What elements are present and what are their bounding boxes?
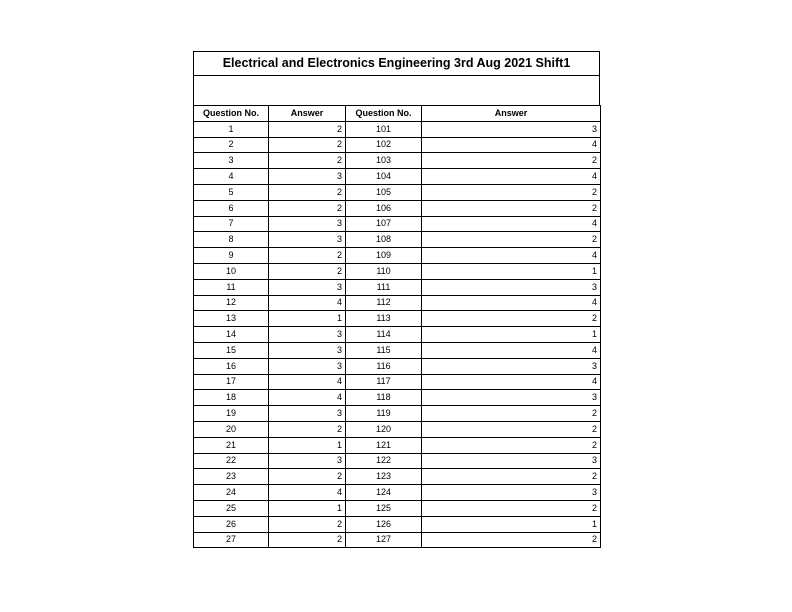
- table-row: [194, 263, 601, 279]
- question-no-cell: 118: [346, 390, 422, 406]
- answer-cell: 3: [269, 342, 346, 358]
- answer-cell: 2: [422, 406, 601, 422]
- question-no-cell: 10: [194, 263, 269, 279]
- answer-cell: 4: [422, 137, 601, 153]
- question-no-cell: 2: [194, 137, 269, 153]
- question-no-cell: 104: [346, 169, 422, 185]
- table-row: [194, 358, 601, 374]
- question-no-cell: 107: [346, 216, 422, 232]
- answer-cell: 2: [422, 532, 601, 548]
- header-row: [194, 106, 601, 122]
- table-row: [194, 469, 601, 485]
- answer-cell: 3: [269, 169, 346, 185]
- answer-cell: 3: [422, 358, 601, 374]
- answer-cell: 2: [269, 248, 346, 264]
- answer-cell: 2: [422, 421, 601, 437]
- answer-cell: 3: [269, 216, 346, 232]
- question-no-cell: 122: [346, 453, 422, 469]
- header-answer-1: Answer: [269, 106, 346, 122]
- answer-cell: 2: [269, 121, 346, 137]
- answer-cell: 2: [269, 263, 346, 279]
- answer-cell: 2: [422, 469, 601, 485]
- table-row: [194, 184, 601, 200]
- question-no-cell: 17: [194, 374, 269, 390]
- answer-cell: 1: [269, 311, 346, 327]
- table-row: [194, 121, 601, 137]
- question-no-cell: 27: [194, 532, 269, 548]
- answer-cell: 2: [422, 200, 601, 216]
- question-no-cell: 22: [194, 453, 269, 469]
- table-row: [194, 153, 601, 169]
- answer-cell: 3: [269, 232, 346, 248]
- answer-cell: 2: [422, 311, 601, 327]
- answer-cell: 1: [422, 327, 601, 343]
- answer-cell: 3: [422, 279, 601, 295]
- answer-cell: 4: [269, 374, 346, 390]
- header-question-no-1: Question No.: [194, 106, 269, 122]
- answer-cell: 2: [269, 516, 346, 532]
- answer-cell: 3: [269, 327, 346, 343]
- table-row: [194, 327, 601, 343]
- answer-cell: 2: [269, 184, 346, 200]
- question-no-cell: 21: [194, 437, 269, 453]
- answer-cell: 4: [422, 295, 601, 311]
- answer-cell: 4: [269, 295, 346, 311]
- answer-cell: 2: [269, 532, 346, 548]
- question-no-cell: 24: [194, 485, 269, 501]
- answer-cell: 2: [422, 184, 601, 200]
- table-row: [194, 374, 601, 390]
- header-answer-2: Answer: [422, 106, 601, 122]
- question-no-cell: 116: [346, 358, 422, 374]
- question-no-cell: 1: [194, 121, 269, 137]
- question-no-cell: 5: [194, 184, 269, 200]
- answer-cell: 3: [422, 121, 601, 137]
- answer-cell: 2: [422, 153, 601, 169]
- table-row: [194, 453, 601, 469]
- table-row: [194, 532, 601, 548]
- question-no-cell: 12: [194, 295, 269, 311]
- table-row: [194, 137, 601, 153]
- answer-cell: 4: [422, 216, 601, 232]
- answer-cell: 4: [422, 169, 601, 185]
- question-no-cell: 7: [194, 216, 269, 232]
- table-row: [194, 342, 601, 358]
- header-question-no-2: Question No.: [346, 106, 422, 122]
- table-row: [194, 279, 601, 295]
- question-no-cell: 123: [346, 469, 422, 485]
- question-no-cell: 15: [194, 342, 269, 358]
- table-row: [194, 406, 601, 422]
- answer-cell: 2: [422, 232, 601, 248]
- answer-cell: 1: [269, 500, 346, 516]
- question-no-cell: 114: [346, 327, 422, 343]
- answer-cell: 1: [422, 263, 601, 279]
- answer-cell: 2: [269, 137, 346, 153]
- answer-cell: 3: [422, 390, 601, 406]
- answer-cell: 2: [269, 200, 346, 216]
- question-no-cell: 8: [194, 232, 269, 248]
- question-no-cell: 108: [346, 232, 422, 248]
- answer-cell: 1: [269, 437, 346, 453]
- answer-cell: 4: [269, 390, 346, 406]
- sheet-title: Electrical and Electronics Engineering 3rd Aug 2021 Shift1: [193, 51, 600, 76]
- question-no-cell: 103: [346, 153, 422, 169]
- question-no-cell: 6: [194, 200, 269, 216]
- question-no-cell: 121: [346, 437, 422, 453]
- answer-key-sheet: [193, 51, 600, 548]
- answer-cell: 3: [269, 406, 346, 422]
- question-no-cell: 110: [346, 263, 422, 279]
- answer-cell: 4: [269, 485, 346, 501]
- table-row: [194, 500, 601, 516]
- answer-cell: 2: [269, 421, 346, 437]
- table-row: [194, 390, 601, 406]
- table-row: [194, 311, 601, 327]
- answer-cell: 3: [422, 485, 601, 501]
- question-no-cell: 11: [194, 279, 269, 295]
- question-no-cell: 119: [346, 406, 422, 422]
- question-no-cell: 26: [194, 516, 269, 532]
- question-no-cell: 13: [194, 311, 269, 327]
- question-no-cell: 18: [194, 390, 269, 406]
- answer-cell: 4: [422, 342, 601, 358]
- table-row: [194, 485, 601, 501]
- question-no-cell: 102: [346, 137, 422, 153]
- answer-cell: 4: [422, 374, 601, 390]
- question-no-cell: 3: [194, 153, 269, 169]
- question-no-cell: 126: [346, 516, 422, 532]
- table-row: [194, 295, 601, 311]
- question-no-cell: 16: [194, 358, 269, 374]
- table-row: [194, 232, 601, 248]
- answer-cell: 4: [422, 248, 601, 264]
- table-row: [194, 216, 601, 232]
- question-no-cell: 113: [346, 311, 422, 327]
- question-no-cell: 125: [346, 500, 422, 516]
- question-no-cell: 25: [194, 500, 269, 516]
- question-no-cell: 117: [346, 374, 422, 390]
- answer-cell: 3: [269, 358, 346, 374]
- table-row: [194, 421, 601, 437]
- question-no-cell: 4: [194, 169, 269, 185]
- question-no-cell: 105: [346, 184, 422, 200]
- table-row: [194, 516, 601, 532]
- answer-table: [193, 105, 601, 548]
- question-no-cell: 120: [346, 421, 422, 437]
- question-no-cell: 9: [194, 248, 269, 264]
- question-no-cell: 14: [194, 327, 269, 343]
- question-no-cell: 112: [346, 295, 422, 311]
- question-no-cell: 124: [346, 485, 422, 501]
- answer-cell: 2: [269, 153, 346, 169]
- table-row: [194, 437, 601, 453]
- question-no-cell: 106: [346, 200, 422, 216]
- table-row: [194, 169, 601, 185]
- question-no-cell: 19: [194, 406, 269, 422]
- answer-cell: 1: [422, 516, 601, 532]
- blank-row: [193, 76, 600, 105]
- question-no-cell: 101: [346, 121, 422, 137]
- question-no-cell: 20: [194, 421, 269, 437]
- question-no-cell: 111: [346, 279, 422, 295]
- answer-cell: 3: [269, 279, 346, 295]
- question-no-cell: 23: [194, 469, 269, 485]
- table-row: [194, 248, 601, 264]
- table-row: [194, 200, 601, 216]
- answer-cell: 3: [422, 453, 601, 469]
- answer-cell: 2: [422, 500, 601, 516]
- question-no-cell: 109: [346, 248, 422, 264]
- question-no-cell: 127: [346, 532, 422, 548]
- answer-cell: 2: [422, 437, 601, 453]
- question-no-cell: 115: [346, 342, 422, 358]
- answer-cell: 3: [269, 453, 346, 469]
- answer-cell: 2: [269, 469, 346, 485]
